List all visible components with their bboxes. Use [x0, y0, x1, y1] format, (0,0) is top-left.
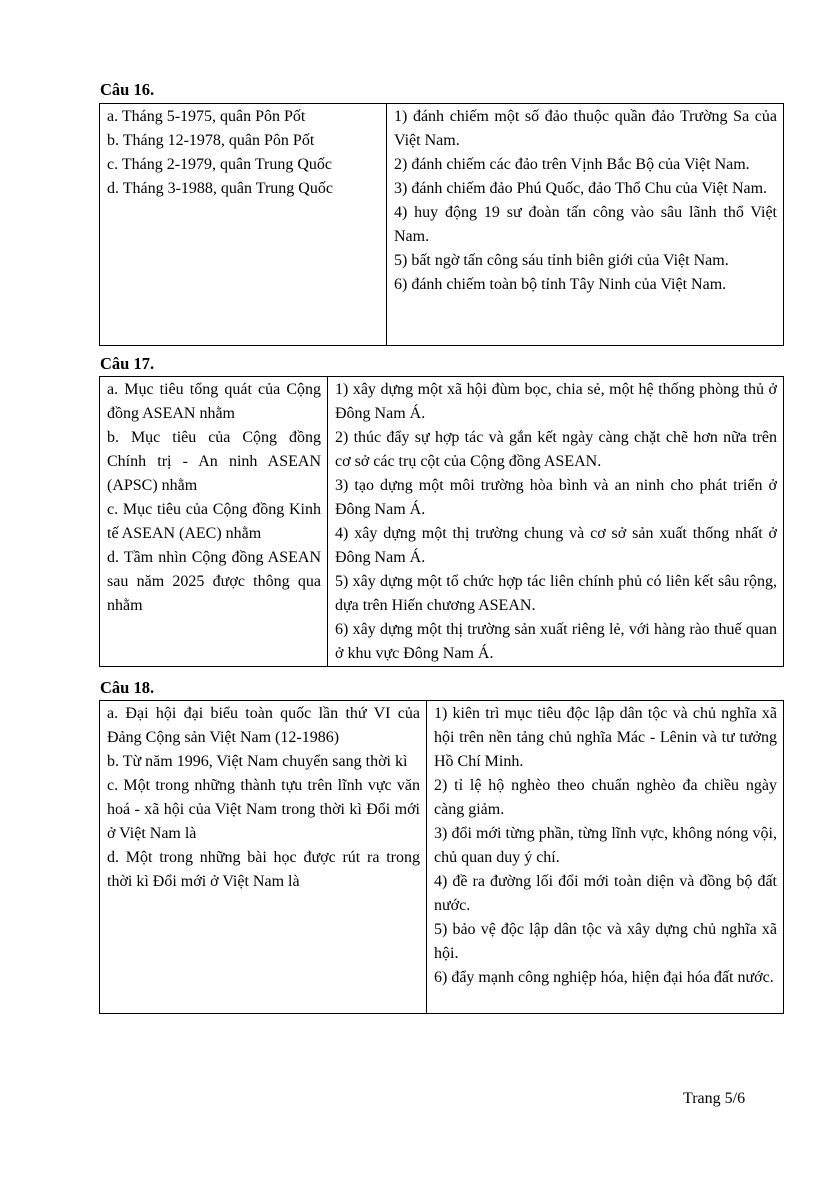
prompt-item: b. Mục tiêu của Cộng đồng Chính trị - An ninh ASEAN (APSC) nhằm	[107, 429, 321, 494]
page-number: Trang 5/6	[683, 1090, 746, 1107]
question-17-options	[328, 377, 784, 667]
option-item: 3) đánh chiếm đảo Phú Quốc, đảo Thổ Chu của Việt Nam.	[394, 180, 768, 197]
question-16-options	[387, 104, 784, 346]
option-item: 5) bảo vệ độc lập dân tộc và xây dựng chủ nghĩa xã hội.	[434, 921, 777, 962]
option-item: 5) xây dựng một tổ chức hợp tác liên chính phủ có liên kết sâu rộng, dựa trên Hiến chương ASEAN.	[335, 573, 777, 614]
option-item: 1) đánh chiếm một số đảo thuộc quần đảo Trường Sa của Việt Nam.	[394, 108, 777, 149]
question-18-table	[99, 700, 784, 1014]
prompt-item: c. Một trong những thành tựu trên lĩnh vực văn hoá - xã hội của Việt Nam trong thời kì Đổi mới ở Việt Nam là	[107, 777, 420, 842]
option-item: 4) huy động 19 sư đoàn tấn công vào sâu lãnh thổ Việt Nam.	[394, 204, 777, 245]
option-item: 6) đánh chiếm toàn bộ tỉnh Tây Ninh của Việt Nam.	[394, 276, 727, 293]
option-item: 3) đổi mới từng phần, từng lĩnh vực, không nóng vội, chủ quan duy ý chí.	[434, 825, 777, 866]
option-item: 5) bất ngờ tấn công sáu tỉnh biên giới của Việt Nam.	[394, 252, 729, 269]
question-16-title: Câu 16.	[100, 80, 155, 99]
question-18-prompts	[100, 701, 427, 1014]
option-item: 1) kiên trì mục tiêu độc lập dân tộc và chủ nghĩa xã hội trên nền tảng chủ nghĩa Mác - Lênin và tư tưởng Hồ Chí Minh.	[434, 705, 777, 770]
option-item: 2) đánh chiếm các đảo trên Vịnh Bắc Bộ của Việt Nam.	[394, 156, 750, 173]
prompt-item: c. Tháng 2-1979, quân Trung Quốc	[107, 156, 333, 173]
prompt-item: d. Tháng 3-1988, quân Trung Quốc	[107, 180, 333, 197]
option-item: 4) xây dựng một thị trường chung và cơ sở sản xuất thống nhất ở Đông Nam Á.	[335, 525, 777, 566]
option-item: 1) xây dựng một xã hội đùm bọc, chia sẻ, một hệ thống phòng thủ ở Đông Nam Á.	[335, 381, 777, 422]
question-17-title: Câu 17.	[100, 354, 155, 373]
option-item: 2) tỉ lệ hộ nghèo theo chuẩn nghèo đa chiều ngày càng giảm.	[434, 777, 777, 818]
question-17-prompts	[100, 377, 328, 667]
prompt-item: a. Đại hội đại biểu toàn quốc lần thứ VI của Đảng Cộng sản Việt Nam (12-1986)	[107, 705, 420, 746]
option-item: 2) thúc đẩy sự hợp tác và gắn kết ngày càng chặt chẽ hơn nữa trên cơ sở các trụ cột của Cộng đồng ASEAN.	[335, 429, 777, 470]
prompt-item: a. Tháng 5-1975, quân Pôn Pốt	[107, 108, 306, 125]
option-item: 6) đẩy mạnh công nghiệp hóa, hiện đại hóa đất nước.	[434, 969, 774, 986]
option-item: 4) đề ra đường lối đổi mới toàn diện và đồng bộ đất nước.	[434, 873, 777, 914]
question-18-options	[427, 701, 784, 1014]
option-item: 6) xây dựng một thị trường sản xuất riêng lẻ, với hàng rào thuế quan ở khu vực Đông Nam Á.	[335, 621, 777, 662]
prompt-item: d. Một trong những bài học được rút ra trong thời kì Đổi mới ở Việt Nam là	[107, 849, 420, 890]
prompt-item: b. Tháng 12-1978, quân Pôn Pốt	[107, 132, 315, 149]
option-item: 3) tạo dựng một môi trường hòa bình và an ninh cho phát triển ở Đông Nam Á.	[335, 477, 777, 518]
question-17-table	[99, 376, 784, 667]
prompt-item: c. Mục tiêu của Cộng đồng Kinh tế ASEAN (AEC) nhằm	[107, 501, 321, 542]
prompt-item: d. Tầm nhìn Cộng đồng ASEAN sau năm 2025 được thông qua nhằm	[107, 549, 321, 614]
question-16-table	[99, 103, 784, 346]
prompt-item: a. Mục tiêu tổng quát của Cộng đồng ASEAN nhằm	[107, 381, 321, 422]
question-16-prompts	[100, 104, 387, 346]
prompt-item: b. Từ năm 1996, Việt Nam chuyển sang thời kì	[107, 753, 408, 770]
question-18-title: Câu 18.	[100, 678, 155, 697]
